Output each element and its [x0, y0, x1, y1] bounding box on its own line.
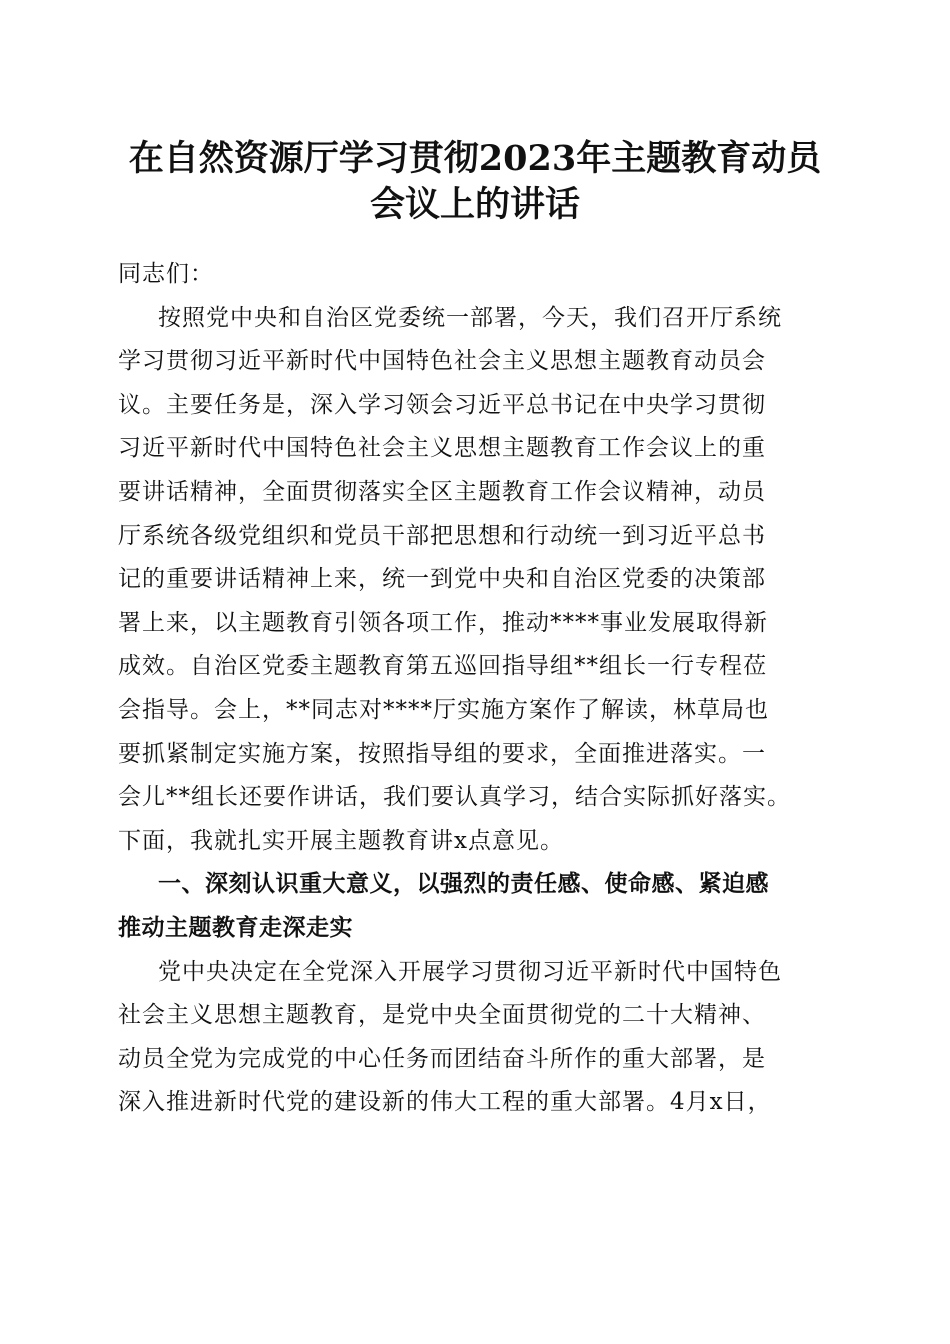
- paragraph-1-line: 下面，我就扎实开展主题教育讲x点意见。: [118, 827, 564, 854]
- salutation: 同志们：: [118, 261, 214, 287]
- section-heading-line: 推动主题教育走深走实: [118, 914, 353, 941]
- paragraph-1-line: 会指导。会上，**同志对****厅实施方案作了解读，林草局也: [118, 696, 769, 723]
- paragraph-1-line: 议。主要任务是，深入学习领会习近平总书记在中央学习贯彻: [118, 391, 766, 418]
- document-body: [118, 253, 838, 1125]
- section-heading-line: 一、深刻认识重大意义，以强烈的责任感、使命感、紧迫感: [158, 871, 769, 898]
- title-line-1: 在自然资源厅学习贯彻2023年主题教育动员: [128, 138, 822, 179]
- document-title: [100, 136, 850, 228]
- paragraph-1-line: 署上来，以主题教育引领各项工作，推动****事业发展取得新: [118, 609, 768, 636]
- title-line-2: 会议上的讲话: [369, 184, 580, 225]
- paragraph-2-line: 党中央决定在全党深入开展学习贯彻习近平新时代中国特色: [158, 958, 782, 985]
- paragraph-1: [118, 297, 838, 864]
- paragraph-2: [118, 951, 838, 1125]
- paragraph-2-line: 深入推进新时代党的建设新的伟大工程的重大部署。4月x日，: [118, 1089, 772, 1116]
- paragraph-1-line: 学习贯彻习近平新时代中国特色社会主义思想主题教育动员会: [118, 348, 766, 375]
- paragraph-1-line: 按照党中央和自治区党委统一部署，今天，我们召开厅系统: [158, 304, 782, 331]
- paragraph-2-line: 社会主义思想主题教育，是党中央全面贯彻党的二十大精神、: [118, 1002, 766, 1029]
- paragraph-2-line: 动员全党为完成党的中心任务而团结奋斗所作的重大部署，是: [118, 1045, 766, 1072]
- section-heading-1: [118, 863, 838, 950]
- paragraph-1-line: 厅系统各级党组织和党员干部把思想和行动统一到习近平总书: [118, 522, 766, 549]
- paragraph-1-line: 会儿**组长还要作讲话，我们要认真学习，结合实际抓好落实。: [118, 784, 791, 811]
- paragraph-1-line: 记的重要讲话精神上来，统一到党中央和自治区党委的决策部: [118, 566, 766, 593]
- paragraph-1-line: 要讲话精神，全面贯彻落实全区主题教育工作会议精神，动员: [118, 478, 766, 505]
- paragraph-1-line: 要抓紧制定实施方案，按照指导组的要求，全面推进落实。一: [118, 740, 766, 767]
- paragraph-1-line: 习近平新时代中国特色社会主义思想主题教育工作会议上的重: [118, 435, 766, 462]
- paragraph-1-line: 成效。自治区党委主题教育第五巡回指导组**组长一行专程莅: [118, 653, 767, 680]
